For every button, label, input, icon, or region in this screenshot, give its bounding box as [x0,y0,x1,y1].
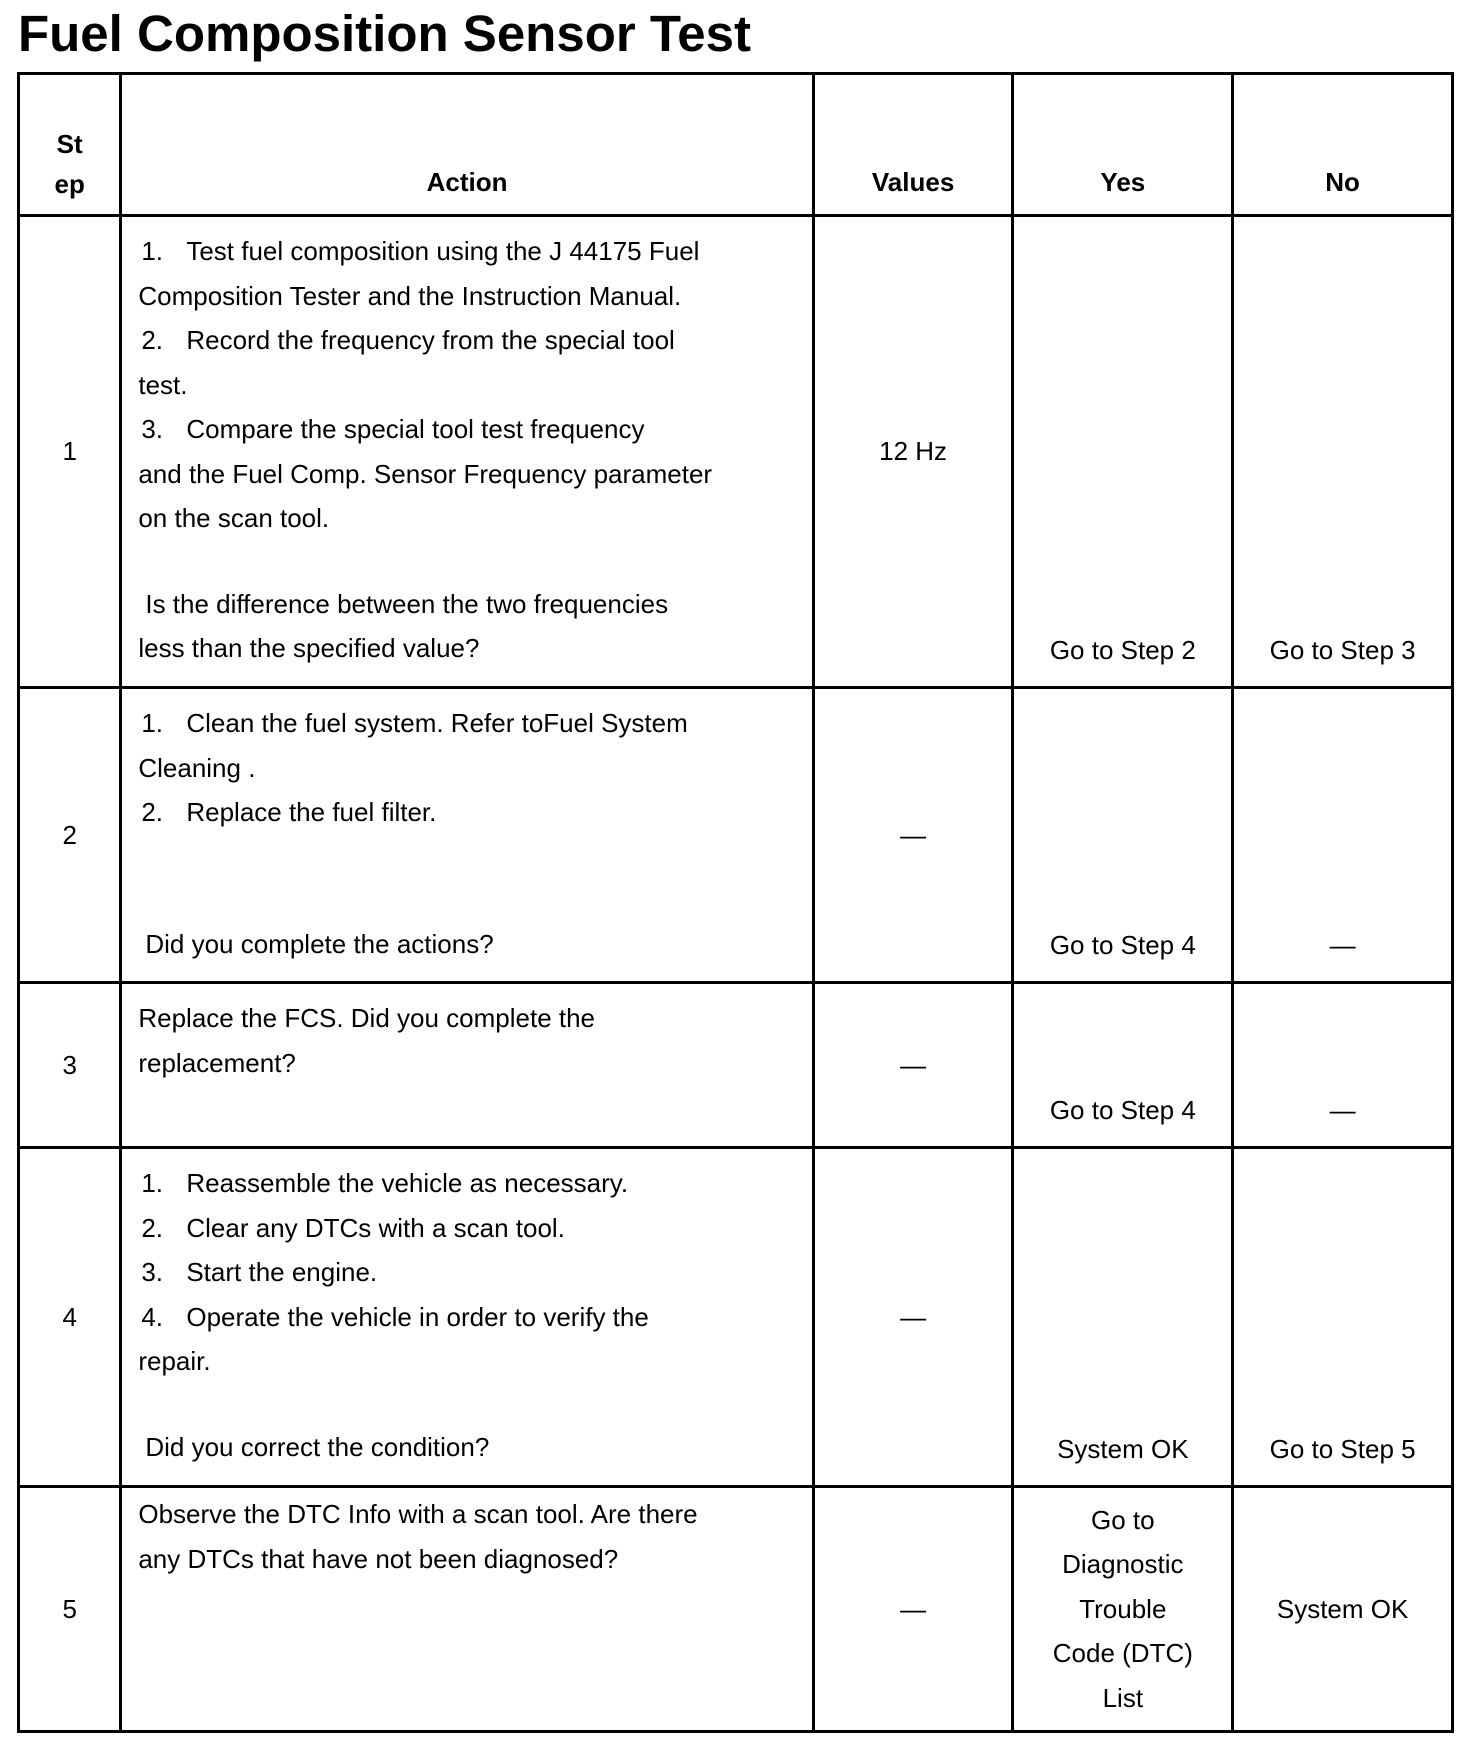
value-cell: — [813,1487,1013,1732]
table-row [19,983,1453,1148]
yes-cell: Go to Step 4 [1013,688,1233,983]
table-row [19,1487,1453,1732]
step-number: 3 [19,983,121,1148]
step-number: 5 [19,1487,121,1732]
action-cell: 1. Test fuel composition using the J 44175 Fuel Composition Tester and the Instruction Manual. 2. Record the frequency from the special tool test. 3. Compare the special tool test frequency and the Fuel Comp. Sensor Frequency parameter on the scan tool. Is the difference between the two frequencies less than the specified value? [121,216,813,688]
step-number: 1 [19,216,121,688]
no-cell: — [1233,688,1453,983]
yes-cell: Go to Diagnostic Trouble Code (DTC) List [1013,1487,1233,1732]
step-number: 4 [19,1148,121,1487]
values-header: Values [813,74,1013,216]
action-cell: Replace the FCS. Did you complete the replacement? [121,983,813,1148]
yes-cell: System OK [1013,1148,1233,1487]
yes-header: Yes [1013,74,1233,216]
action-header: Action [121,74,813,216]
table-row [19,216,1453,688]
yes-cell: Go to Step 4 [1013,983,1233,1148]
header-row [19,74,1453,216]
question-text: Did you correct the condition? [145,1431,490,1462]
table-row [19,1148,1453,1487]
question-text: Is the difference between the two frequencies [145,588,669,619]
value-cell: — [813,1148,1013,1487]
action-cell: Observe the DTC Info with a scan tool. Are there any DTCs that have not been diagnosed? [121,1487,813,1732]
step-header: St ep [19,74,121,216]
step-number: 2 [19,688,121,983]
no-cell: Go to Step 3 [1233,216,1453,688]
value-cell: — [813,983,1013,1148]
table-row [19,688,1453,983]
action-cell: 1. Reassemble the vehicle as necessary. 2. Clear any DTCs with a scan tool. 3. Start the engine. 4. Operate the vehicle in order to verify the repair. Did you correct the condition? [121,1148,813,1487]
question-text: Did you complete the actions? [145,928,494,959]
action-cell: 1. Clean the fuel system. Refer toFuel System Cleaning . 2. Replace the fuel filter. Did you complete the actions? [121,688,813,983]
yes-cell: Go to Step 2 [1013,216,1233,688]
page-title: Fuel Composition Sensor Test [18,5,751,62]
no-header: No [1233,74,1453,216]
value-cell: 12 Hz [813,216,1013,688]
diagnostic-table [17,72,1454,1733]
no-cell: Go to Step 5 [1233,1148,1453,1487]
no-cell: System OK [1233,1487,1453,1732]
no-cell: — [1233,983,1453,1148]
value-cell: — [813,688,1013,983]
